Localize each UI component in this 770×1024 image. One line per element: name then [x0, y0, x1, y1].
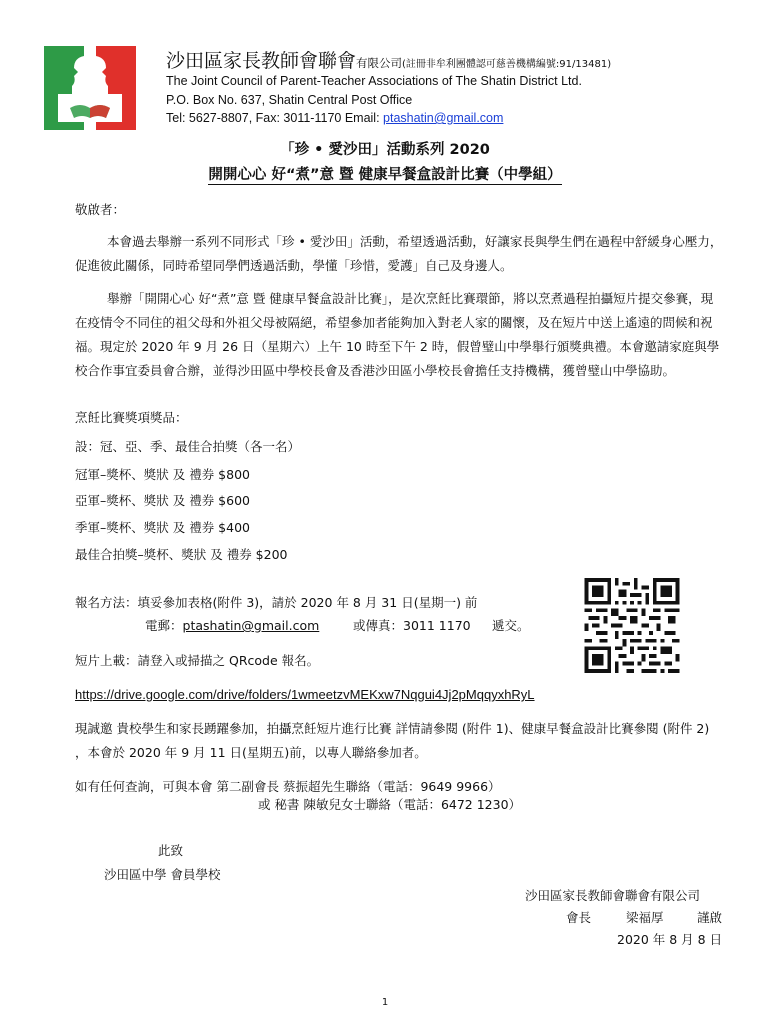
org-name-main: 沙田區家長教師會聯會: [166, 50, 357, 72]
sender-title: 會長: [566, 910, 592, 925]
email-value[interactable]: ptashatin@gmail.com: [182, 618, 320, 633]
paragraph-1: 本會過去舉辦一系列不同形式「珍 • 愛沙田」活動，希望透過活動，好讓家長與學生們在過程中舒緩身心壓力，促進彼此關係，同時希望同學們透過活動，學懂「珍惜，愛護」自己及身邊人。: [75, 234, 723, 273]
sender-sign: 謹啟: [697, 910, 723, 925]
fax-text: 或傳真：3011 1170: [353, 618, 471, 633]
contact-line: [166, 111, 503, 125]
competition-title-text: 開開心心 好“煮”意 暨 健康早餐盒設計比賽（中學組）: [208, 167, 562, 183]
org-suffix: 有限公司: [356, 56, 403, 70]
org-registration: (註冊非牟利團體認可慈善機構編號:91/13481): [402, 59, 612, 70]
prize-item: 最佳合拍獎–獎杯、獎狀 及 禮券 $200: [75, 547, 288, 562]
email-submit-line: [145, 616, 319, 634]
logo-red-shape: [96, 46, 136, 130]
drive-link[interactable]: https://drive.google.com/drive/folders/1wmeetzvMEKxw7Nqgui4Jj2pMqqyxhRyL: [75, 687, 535, 702]
prize-item: 季軍–獎杯、獎狀 及 禮券 $400: [75, 520, 250, 535]
page-number: 1: [381, 997, 389, 1008]
submit-text: 遞交。: [492, 618, 530, 633]
paragraph-2: 舉辦「開開心心 好“煮”意 暨 健康早餐盒設計比賽」，是次烹飪比賽環節，將以烹煮過程拍攝短片提交參賽，現在疫情令不同住的祖父母和外祖父母被隔絕，希望參加者能夠加入對老人家的關懷，及在短片中送上遙遠的問候和祝福。現定於 2020 年 9 月 26 日（星期六）上午 10 時至下午 2 時，假曾璧山中學舉行頒獎典禮。本會邀請家庭與學校合作事宜委員會合辦，並得沙田區中學校長會及香港沙田區小學校長會擔任支持機構，獲曾璧山中學協助。: [75, 291, 720, 378]
enquiry-line-2: 或 秘書 陳敏兒女士聯絡（電話：6472 1230）: [258, 797, 522, 812]
logo-green-shape: [44, 46, 84, 130]
sender-org: 沙田區家長教師會聯會有限公司: [525, 888, 701, 903]
prize-item: 設：冠、亞、季、最佳合拍獎（各一名）: [75, 439, 301, 454]
competition-title: [0, 163, 770, 184]
salutation: 敬啟者：: [75, 202, 126, 217]
upload-instruction: 短片上載：請登入或掃描之 QRcode 報名。: [75, 653, 320, 668]
closing-cizhi: 此致: [158, 843, 184, 858]
prize-item: 冠軍–獎杯、獎狀 及 禮券 $800: [75, 467, 250, 482]
prizes-heading: 烹飪比賽獎項獎品：: [75, 410, 188, 425]
org-name-en: The Joint Council of Parent-Teacher Associations of The Shatin District Ltd.: [166, 74, 582, 88]
sender-name: 梁福厚: [626, 910, 664, 925]
series-title: 「珍 • 愛沙田」活動系列 2020: [280, 142, 490, 158]
recipient: 沙田區中學 會員學校: [104, 867, 221, 882]
invitation-paragraph: 現誠邀 貴校學生和家長踴躍參加，拍攝烹飪短片進行比賽 詳情請參閱 (附件 1)、健康早餐盒設計比賽參閱 (附件 2) ，本會於 2020 年 9 月 11 日(星期五)前，以專人聯絡參加者。: [75, 721, 710, 760]
enquiry-line-1: 如有任何查詢，可與本會 第二副會長 蔡振超先生聯絡（電話：9649 9966）: [75, 779, 501, 794]
contact-prefix: Tel: 5627-8807, Fax: 3011-1170 Email:: [166, 111, 384, 125]
registration-method: 報名方法：填妥參加表格(附件 3)，請於 2020 年 8 月 31 日(星期一) 前: [75, 595, 478, 610]
qr-code: [580, 578, 684, 673]
letter-date: 2020 年 8 月 8 日: [617, 932, 723, 947]
email-label: 電郵：: [145, 618, 183, 633]
jcpta-logo: [40, 42, 140, 134]
address-en: P.O. Box No. 637, Shatin Central Post Office: [166, 93, 413, 107]
header-email-link[interactable]: ptashatin@gmail.com: [383, 111, 504, 125]
prize-item: 亞軍–獎杯、獎狀 及 禮券 $600: [75, 493, 250, 508]
org-name-zh: [166, 46, 611, 73]
